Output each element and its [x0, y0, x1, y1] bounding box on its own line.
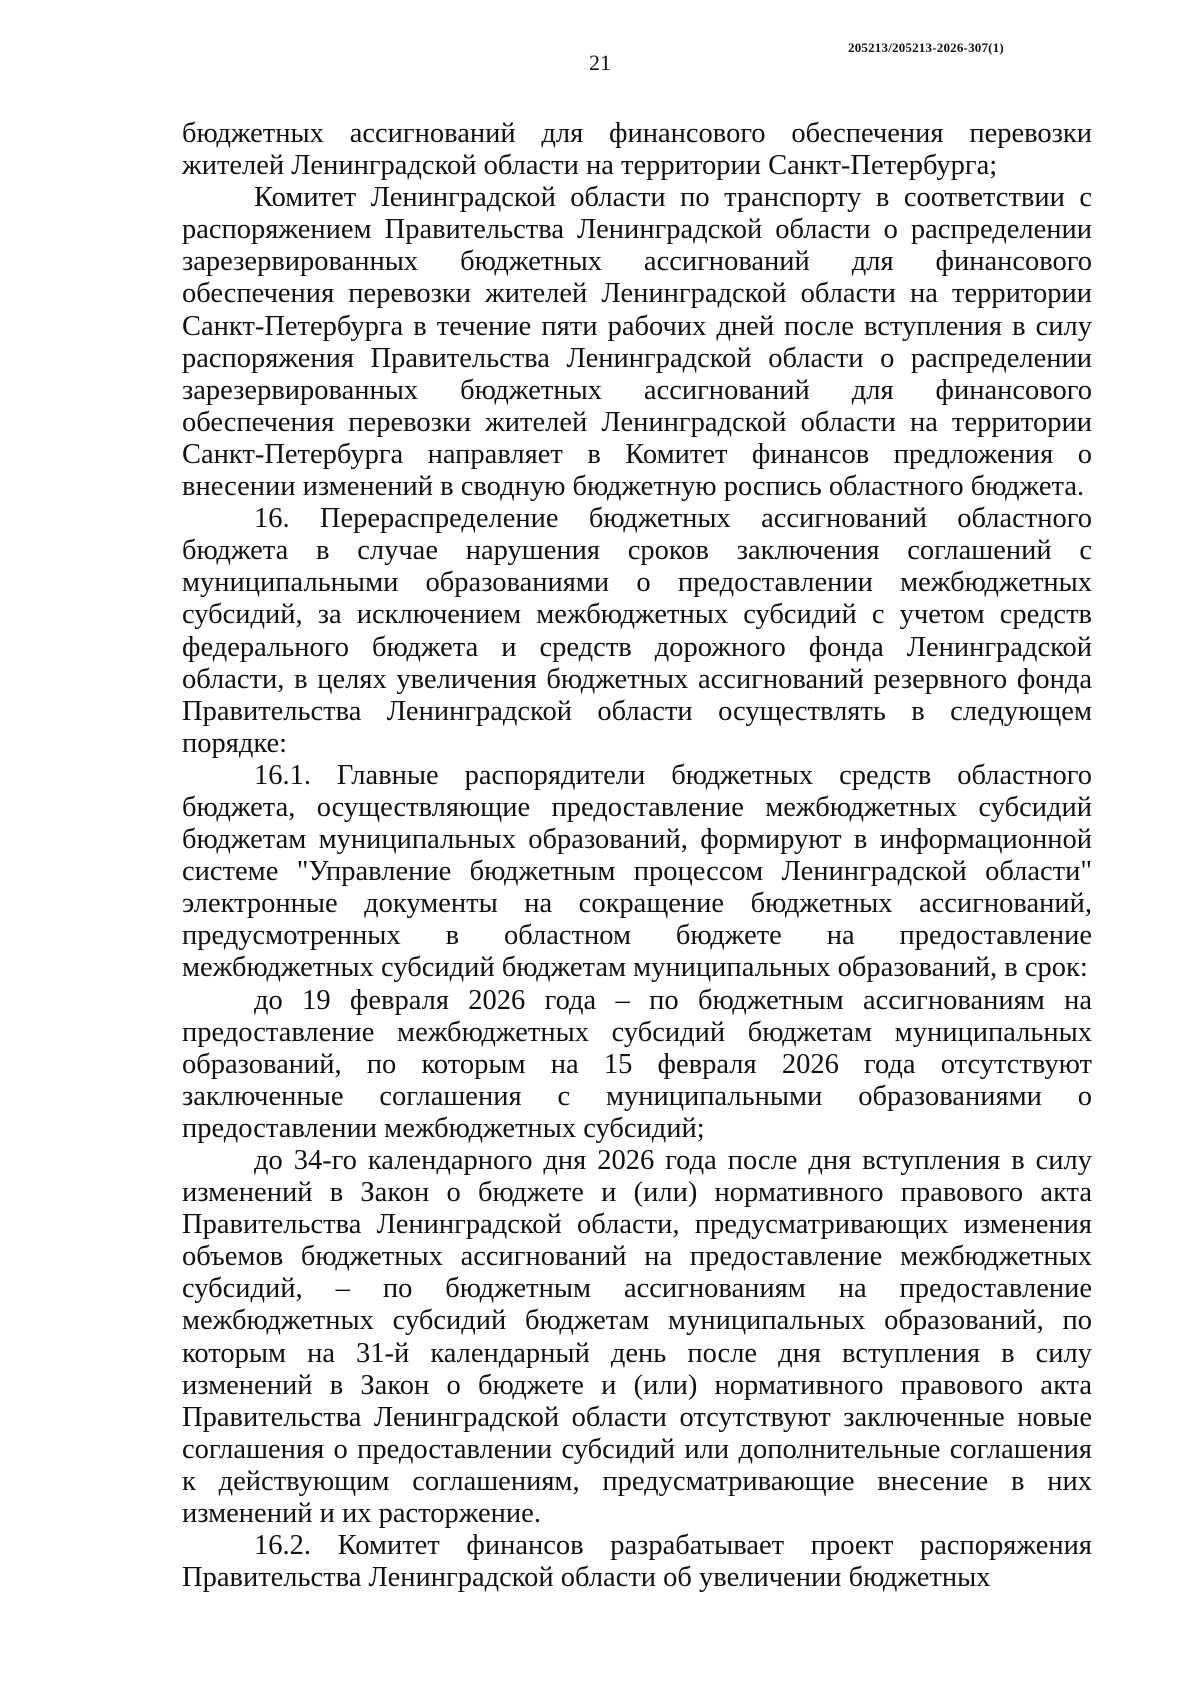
- paragraph-16: 16. Перераспределение бюджетных ассигнований областного бюджета в случае нарушения сроков заключения соглашений с муниципальными образованиями о предоставлении межбюджетных субсидий, за исключением межбюджетных субсидий с учетом средств федерального бюджета и средств дорожного фонда Ленинградской области, в целях увеличения бюджетных ассигнований резервного фонда Правительства Ленинградской области осуществлять в следующем порядке:: [182, 503, 1092, 759]
- paragraph-transport-committee: Комитет Ленинградской области по транспорту в соответствии с распоряжением Правительства Ленинградской области о распределении зарезервированных бюджетных ассигнований для финансового обеспечения перевозки жителей Ленинградской области на территории Санкт-Петербурга в течение пяти рабочих дней после вступления в силу распоряжения Правительства Ленинградской области о распределении зарезервированных бюджетных ассигнований для финансового обеспечения перевозки жителей Ленинградской области на территории Санкт-Петербурга направляет в Комитет финансов предложения о внесении изменений в сводную бюджетную роспись областного бюджета.: [182, 182, 1092, 503]
- paragraph-deadline-34th-day: до 34-го календарного дня 2026 года после дня вступления в силу изменений в Закон о бюджете и (или) нормативного правового акта Правительства Ленинградской области, предусматривающих изменения объемов бюджетных ассигнований на предоставление межбюджетных субсидий, – по бюджетным ассигнованиям на предоставление межбюджетных субсидий бюджетам муниципальных образований, по которым на 31-й календарный день после дня вступления в силу изменений в Закон о бюджете и (или) нормативного правового акта Правительства Ленинградской области отсутствуют заключенные новые соглашения о предоставлении субсидий или дополнительные соглашения к действующим соглашениям, предусматривающие внесение в них изменений и их расторжение.: [182, 1145, 1092, 1530]
- paragraph-16-2: 16.2. Комитет финансов разрабатывает проект распоряжения Правительства Ленинградской области об увеличении бюджетных: [182, 1530, 1092, 1594]
- paragraph-continuation: бюджетных ассигнований для финансового обеспечения перевозки жителей Ленинградской области на территории Санкт-Петербурга;: [182, 118, 1092, 182]
- paragraph-deadline-february: до 19 февраля 2026 года – по бюджетным ассигнованиям на предоставление межбюджетных субсидий бюджетам муниципальных образований, по которым на 15 февраля 2026 года отсутствуют заключенные соглашения с муниципальными образованиями о предоставлении межбюджетных субсидий;: [182, 984, 1092, 1144]
- page-number: 21: [589, 50, 611, 75]
- document-id: 205213/205213-2026-307(1): [848, 40, 1004, 55]
- paragraph-16-1: 16.1. Главные распорядители бюджетных средств областного бюджета, осуществляющие предоставление межбюджетных субсидий бюджетам муниципальных образований, формируют в информационной системе "Управление бюджетным процессом Ленинградской области" электронные документы на сокращение бюджетных ассигнований, предусмотренных в областном бюджете на предоставление межбюджетных субсидий бюджетам муниципальных образований, в срок:: [182, 759, 1092, 984]
- document-body: [182, 118, 1092, 1594]
